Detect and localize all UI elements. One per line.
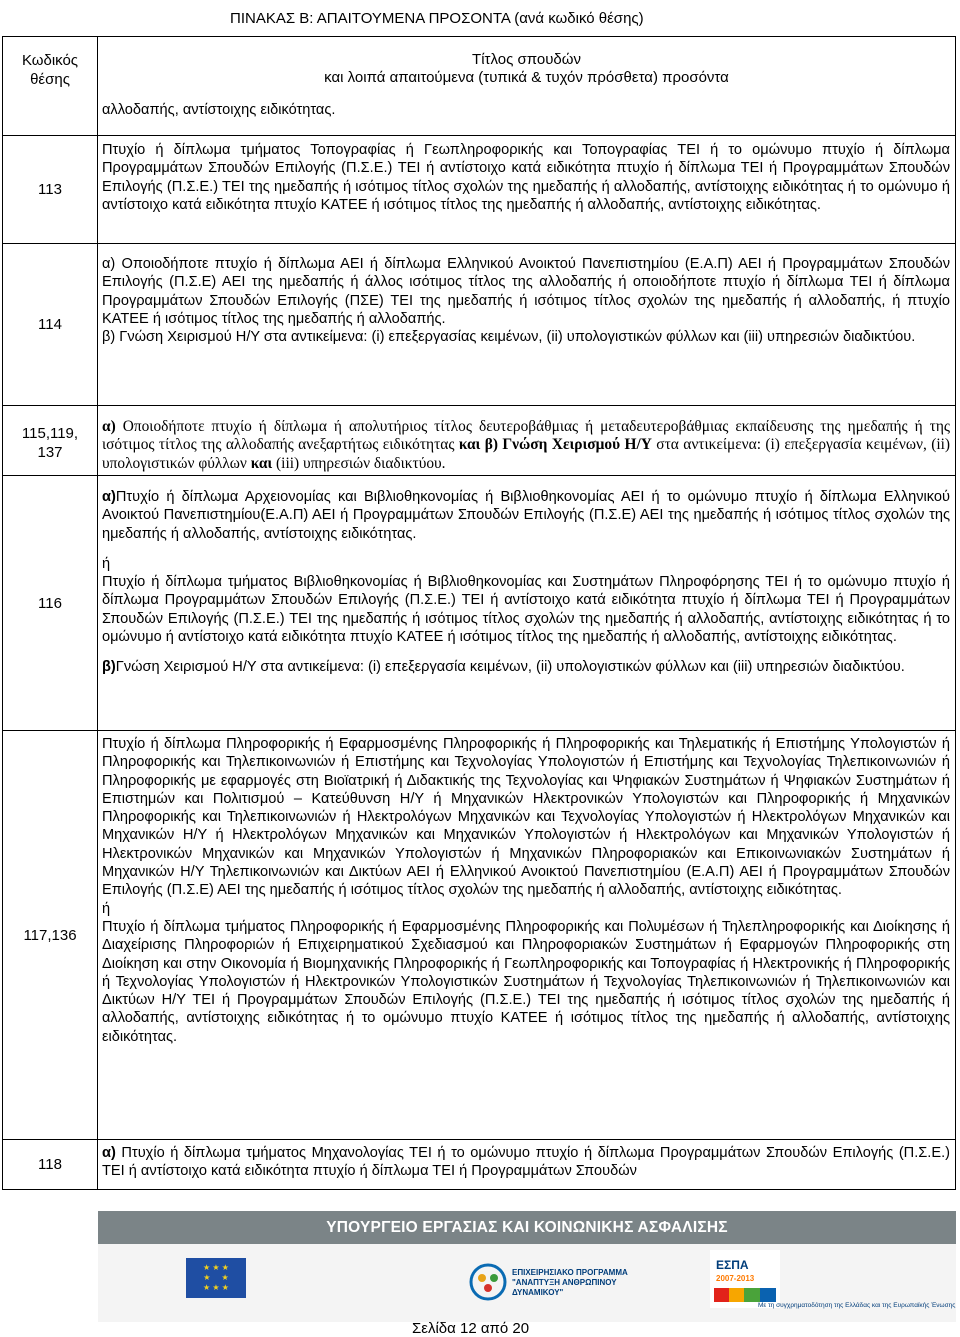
row-paragraph: Πτυχίο ή δίπλωμα τμήματος Βιβλιοθηκονομίας ή Βιβλιοθηκονομίας και Συστημάτων Πληροφόρησης ΤΕΙ ή το ομώνυμο πτυχίο ή δίπλωμα Προγραμμάτων Σπουδών Επιλογής (Π.Σ.Ε.) ΤΕΙ ή αντίστοιχο κατά ειδικότητα πτυχίο ή δίπλωμα ΤΕΙ ή Προγραμμάτων Σπουδών Επιλογής (Π.Σ.Ε.) ΤΕΙ της ημεδαπής ή ισότιμος τίτλος σχολών της ημεδαπής ή αλλοδαπής, αντίστοιχης ειδικότητας ή το ομώνυμο ή αντίστοιχο κατά ειδικότητα πτυχίο ΚΑΤΕΕ ή ισότιμος τίτλος της ημεδαπής ή αλλοδαπής, αντίστοιχης ειδικότητας. <box>102 574 950 646</box>
page-number: Σελίδα 12 από 20 <box>412 1320 530 1337</box>
table-row <box>3 731 956 1140</box>
espa-title: ΕΣΠΑ <box>716 1258 749 1272</box>
row-text-cell <box>98 244 956 406</box>
row-paragraph: Πτυχίο ή δίπλωμα τμήματος Τοπογραφίας ή Γεωπληροφορικής και Τοπογραφίας ΤΕΙ ή το ομώνυμο πτυχίο ή δίπλωμα Προγραμμάτων Σπουδών Επιλογής (Π.Σ.Ε.) ΤΕΙ ή αντίστοιχο κατά ειδικότητα πτυχίο ή δίπλωμα ΤΕΙ ή Προγραμμάτων Σπουδών Επιλογής (Π.Σ.Ε.) ΤΕΙ της ημεδαπής ή ισότιμος τίτλος σχολών της ημεδαπής ή αλλοδαπής, αντίστοιχης ειδικότητας ή το ομώνυμο ή αντίστοιχο κατά ειδικότητα πτυχίο ΚΑΤΕΕ ή ισότιμος τίτλος της ημεδαπής ή αλλοδαπής, αντίστοιχης ειδικότητας. <box>102 142 950 213</box>
footer-band <box>98 1211 956 1322</box>
row-paragraph <box>102 658 950 676</box>
row-text-cell <box>98 731 956 1140</box>
programme-line2: "ΑΝΑΠΤΥΞΗ ΑΝΘΡΩΠΙΝΟΥ ΔΥΝΑΜΙΚΟΥ" <box>512 1278 617 1297</box>
option-a-label: α) <box>102 1145 116 1161</box>
table-header-row <box>3 37 956 136</box>
option-a-label: α) <box>102 489 116 505</box>
programme-line1: ΕΠΙΧΕΙΡΗΣΙΑΚΟ ΠΡΟΓΡΑΜΜΑ <box>512 1268 628 1277</box>
header-code-line2: θέσης <box>30 71 70 88</box>
qualifications-table <box>2 36 956 1190</box>
espa-caption: Με τη συγχρηματοδότηση της Ελλάδας και της Ευρωπαϊκής Ένωσης <box>758 1302 956 1309</box>
or-separator: ή <box>102 900 111 917</box>
header-title-line2: και λοιπά απαιτούμενα (τυπικά & τυχόν πρόσθετα) προσόντα <box>324 69 729 86</box>
ministry-banner: ΥΠΟΥΡΓΕΙΟ ΕΡΓΑΣΙΑΣ ΚΑΙ ΚΟΙΝΩΝΙΚΗΣ ΑΣΦΑΛΙΣΗΣ <box>98 1211 956 1244</box>
row-code-cell <box>3 244 98 406</box>
header-code-cell <box>3 37 98 136</box>
table-row <box>3 476 956 731</box>
row-text-cell <box>98 476 956 731</box>
option-b-text: στα αντικείμενα: (i) επεξεργασία κειμένων, (ii) υπολογιστικών φύλλων <box>102 436 951 472</box>
eu-flag-icon: ★ ★ ★ ★ ★ ★ ★ ★ <box>186 1258 246 1298</box>
row-code-cell <box>3 1140 98 1190</box>
continuation-text: αλλοδαπής, αντίστοιχης ειδικότητας. <box>102 102 336 118</box>
option-a-label: α) <box>102 418 116 435</box>
logos-strip <box>98 1244 956 1322</box>
row-paragraph: Πτυχίο ή δίπλωμα Πληροφορικής ή Εφαρμοσμένης Πληροφορικής ή Πληροφορικής και Τηλεματικής ή Επιστήμης Υπολογιστών ή Πληροφορικής και Τηλεπικοινωνιών ή Επιστήμης και Τεχνολογίας Υπολογιστών ή Επιστήμης και Τεχνολογίας Τηλεπικοινωνιών ή Πληροφορικής με εφαρμογές στη Βιοϊατρική ή Διδακτικής της Τεχνολογίας και Ψηφιακών Συστημάτων ή Ψηφιακών Συστημάτων ή Επιστημών και Πολιτισμού – Κατεύθυνση Η/Υ ή Μηχανικών Ηλεκτρονικών Υπολογιστών και Πληροφορικής ή Μηχανικών Πληροφορικής και Τηλεπικοινωνιών ή Ηλεκτρολόγων Μηχανικών και Τεχνολογίας Υπολογιστών ή Ηλεκτρολόγων Μηχανικών και Μηχανικών Η/Υ ή Ηλεκτρολόγων Μηχανικών και Μηχανικών Υπολογιστών ή Ηλεκτρολόγων και Μηχανικών Υπολογιστών ή Ηλεκτρονικών Μηχανικών και Μηχανικών Υπολογιστών ή Μηχανικών Πληροφοριακών και Επικοινωνιακών Συστημάτων ή Μηχανικών Η/Υ Τηλεπικοινωνιών και Δικτύων ΑΕΙ ή Ελληνικού Ανοικτού Πανεπιστημίου (Ε.Α.Π) ΑΕΙ ή Προγραμμάτων Σπουδών Επιλογής (Π.Σ.Ε) ΑΕΙ της ημεδαπής ή ισότιμος τίτλος σχολών της ημεδαπής ή αλλοδαπής, αντίστοιχης ειδικότητας. <box>102 736 950 899</box>
option-b-and: και <box>250 454 273 472</box>
option-a-text: Πτυχίο ή δίπλωμα Αρχειονομίας και Βιβλιοθηκονομίας ή Βιβλιοθηκονομίας ΑΕΙ ή το ομώνυμο πτυχίο ή δίπλωμα Ελληνικού Ανοικτού Πανεπιστημίου(Ε.Α.Π) ΑΕΙ ή Προγραμμάτων Σπουδών Επιλογής (Π.Σ.Ε) ΑΕΙ της ημεδαπής ή ισότιμος τίτλος σχολών της ημεδαπής ή αλλοδαπής, αντίστοιχης ειδικότητας. <box>102 489 950 542</box>
row-paragraph: Πτυχίο ή δίπλωμα τμήματος Πληροφορικής ή Εφαρμοσμένης Πληροφορικής και Πολυμέσων ή Τηλεπληροφορικής και Διοίκησης ή Διαχείρισης Πληροφοριών ή Επιχειρηματικού Σχεδιασμού και Πληροφοριακών Συστημάτων ή Εφαρμογών Πληροφορικής στη Διοίκηση και στην Οικονομία ή Βιομηχανικής Πληροφορικής ή Γεωπληροφορικής και Τοπογραφίας ή Ηλεκτρονικής ή Πληροφορικής ή Τεχνολογίας Υπολογιστών ή Ηλεκτρονικών Υπολογιστικών Συστημάτων ή Τεχνολογίας Τηλεπικοινωνιών ή Τηλεπικοινωνιών και Δικτύων Η/Υ ΤΕΙ ή Προγραμμάτων Σπουδών Επιλογής (Π.Σ.Ε.) ΤΕΙ της ημεδαπής ή ισότιμος τίτλος σχολών της ημεδαπής ή αλλοδαπής, αντίστοιχης ειδικότητας ή το ομώνυμο πτυχίο ΚΑΤΕΕ ή ισότιμος τίτλος της ημεδαπής ή αλλοδαπής, αντίστοιχης ειδικότητας. <box>102 918 950 1045</box>
table-row <box>3 406 956 476</box>
espa-years: 2007-2013 <box>716 1274 755 1283</box>
row-code-line2: 137 <box>37 444 63 461</box>
option-a-text: Πτυχίο ή δίπλωμα τμήματος Μηχανολογίας ΤΕΙ ή το ομώνυμο πτυχίο ή δίπλωμα Προγραμμάτων Σπουδών Επιλογής (Π.Σ.Ε.) ΤΕΙ ή αντίστοιχο κατά ειδικότητα πτυχίο ή δίπλωμα ΤΕΙ ή Προγραμμάτων Σπουδών <box>102 1145 950 1180</box>
option-b-label: β) <box>102 659 116 676</box>
espa-stripe-icon <box>714 1288 776 1302</box>
row-code-line1: 115,119, <box>21 425 79 442</box>
row-code: 117,136 <box>23 926 77 944</box>
row-code: 113 <box>38 181 62 198</box>
option-b-label: και β) Γνώση Χειρισμού Η/Υ <box>458 436 652 454</box>
table-row <box>3 244 956 406</box>
row-text-cell <box>98 136 956 244</box>
row-paragraph: α) Οποιοδήποτε πτυχίο ή δίπλωμα ΑΕΙ ή δίπλωμα Ελληνικού Ανοικτού Πανεπιστημίου (Ε.Α.Π) ΑΕΙ ή Προγραμμάτων Σπουδών Επιλογής (Π.Σ.Ε) ΑΕΙ της ημεδαπής ή άλλος ισότιμος τίτλος της αλλοδαπής ή οποιοδήποτε πτυχίο ή δίπλωμα ΤΕΙ ή δίπλωμα Προγραμμάτων Σπουδών Επιλογής (ΠΣΕ) ΤΕΙ της ημεδαπής ή ισότιμος τίτλος σχολών της ημεδαπής ή αλλοδαπής, ή πτυχίο ΚΑΤΕΕ ή ισότιμος τίτλος της ημεδαπής ή αλλοδαπής. <box>102 256 950 327</box>
row-paragraph: β) Γνώση Χειρισμού Η/Υ στα αντικείμενα: (i) επεξεργασίας κειμένων, (ii) υπολογιστικών φύλλων και (iii) υπηρεσιών διαδικτύου. <box>102 329 916 346</box>
row-code-cell <box>3 731 98 1140</box>
header-code-line1: Κωδικός <box>21 52 79 69</box>
page-title: ΠΙΝΑΚΑΣ Β: ΑΠΑΙΤΟΥΜΕΝΑ ΠΡΟΣΟΝΤΑ (ανά κωδικό θέσης) <box>230 10 644 27</box>
option-a-text: Οποιοδήποτε πτυχίο ή δίπλωμα ή απολυτήριος τίτλος δευτεροβάθμιας ή μεταδευτεροβάθμιας εκπαίδευσης της ημεδαπής ή της ισότιμος τίτλος της αλλοδαπής ανεξαρτήτως ειδικότητας <box>102 418 950 454</box>
table-row <box>3 1140 956 1190</box>
row-code: 116 <box>38 594 62 612</box>
option-b-text-end: (iii) υπηρεσιών διαδικτύου. <box>272 454 446 472</box>
row-paragraph <box>102 488 950 543</box>
row-text-cell <box>98 1140 956 1190</box>
header-title-line1: Τίτλος σπουδών <box>472 51 581 68</box>
row-code-cell <box>3 136 98 244</box>
row-code: 114 <box>38 316 62 333</box>
row-text-cell <box>98 406 956 476</box>
operational-programme-logo <box>468 1262 638 1302</box>
or-separator: ή <box>102 555 111 572</box>
row-code-cell <box>3 406 98 476</box>
header-title-cell <box>98 37 956 136</box>
row-code-cell <box>3 476 98 731</box>
option-b-text: Γνώση Χειρισμού Η/Υ στα αντικείμενα: (i) επεξεργασία κειμένων, (ii) υπολογιστικών φύλλων και (iii) υπηρεσιών διαδικτύου. <box>115 659 905 676</box>
espa-logo <box>710 1250 780 1308</box>
programme-emblem-icon <box>468 1262 508 1302</box>
table-row <box>3 136 956 244</box>
row-code: 118 <box>38 1156 62 1173</box>
